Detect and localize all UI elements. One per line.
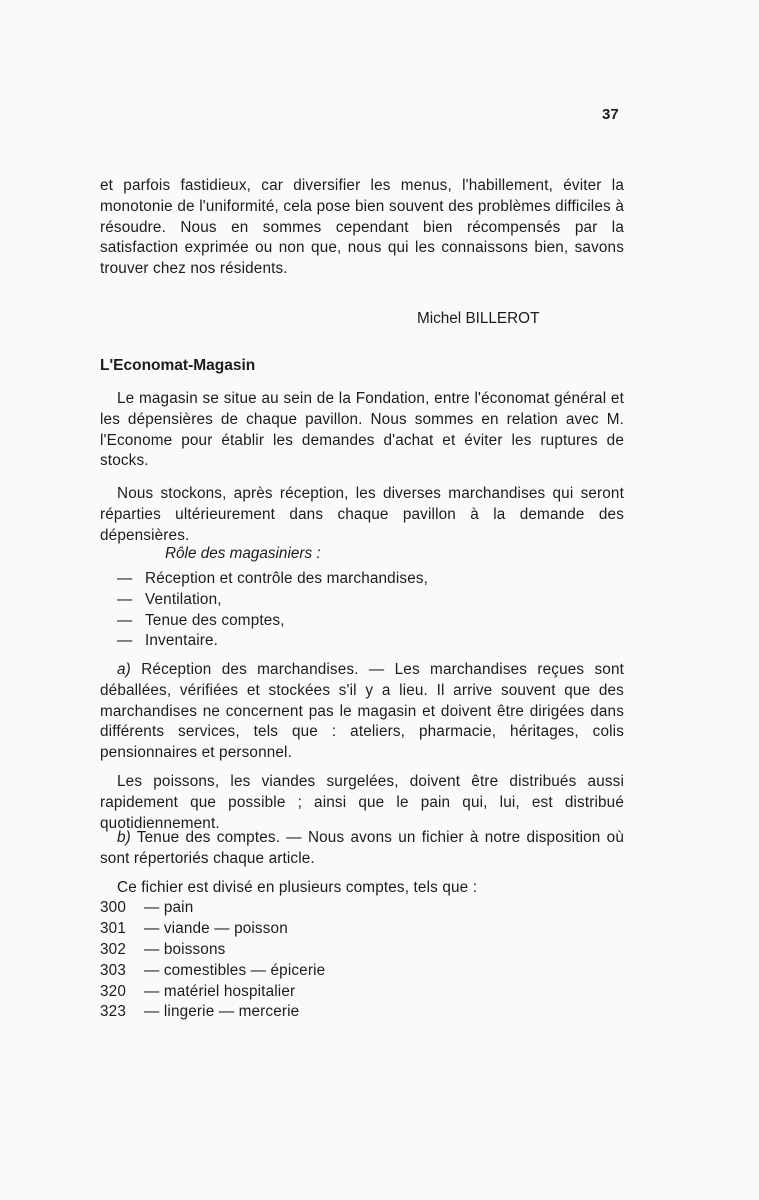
body-paragraphs (100, 389, 624, 547)
reception-label: a) (117, 661, 131, 678)
intro-paragraph: et parfois fastidieux, car diversifier les menus, l'habillement, éviter la monotonie de l'uniformité, cela pose bien souvent des problèmes difficiles à résoudre. Nous en sommes cependant bien récompensés par la satisfaction exprimée ou non que, nous qui les connaissons bien, savons trouver chez nos résidents. (100, 177, 624, 278)
reception-paragraph: a) Réception des marchandises. — Les marchandises reçues sont déballées, vérifiées et stockées s'il y a lieu. Il arrive souvent que des marchandises ne concernent pas le magasin et doivent être dirigées dans différents services, tels que : ateliers, pharmacie, héritages, colis pensionnaires et personnel. (100, 661, 625, 762)
reception-section (100, 660, 624, 834)
accounts-section (100, 828, 624, 1023)
list-item: — Inventaire. (117, 632, 219, 650)
accounts-label: b) (117, 829, 131, 846)
reception-followup: Les poissons, les viandes surgelées, doivent être distribués aussi rapidement que possible ; ainsi que le pain qui, lui, est distribué quotidiennement. (100, 772, 624, 832)
accounts-intro: Ce fichier est divisé en plusieurs comptes, tels que : (117, 878, 478, 896)
author-signature: Michel BILLEROT (417, 310, 540, 327)
list-item: — Ventilation, (117, 590, 222, 608)
list-item: — Tenue des comptes, (117, 611, 285, 629)
accounts-list (100, 898, 624, 1023)
list-item: 300 — pain (100, 899, 194, 917)
list-item: 303 — comestibles — épicerie (100, 961, 326, 979)
page-number: 37 (602, 106, 619, 123)
roles-list (100, 569, 624, 652)
section-title: L'Economat-Magasin (100, 357, 256, 374)
intro-paragraph-block (100, 176, 624, 280)
list-item: 301 — viande — poisson (100, 920, 288, 938)
list-item: 320 — matériel hospitalier (100, 982, 296, 1000)
paragraph-storage: Nous stockons, après réception, les diverses marchandises qui seront réparties ultérieurement dans chaque pavillon à la demande des dépensières. (100, 485, 624, 544)
list-item: — Réception et contrôle des marchandises, (117, 570, 429, 587)
roles-heading: Rôle des magasiniers : (165, 545, 321, 562)
roles-list-block (100, 569, 624, 652)
list-item: 323 — lingerie — mercerie (100, 1003, 300, 1021)
accounts-paragraph: b) Tenue des comptes. — Nous avons un fichier à notre disposition où sont répertoriés chaque article. (100, 829, 624, 867)
list-item: 302 — boissons (100, 940, 226, 958)
paragraph-location: Le magasin se situe au sein de la Fondation, entre l'économat général et les dépensières de chaque pavillon. Nous sommes en relation avec M. l'Econome pour établir les demandes d'achat et éviter les ruptures de stocks. (100, 390, 624, 470)
